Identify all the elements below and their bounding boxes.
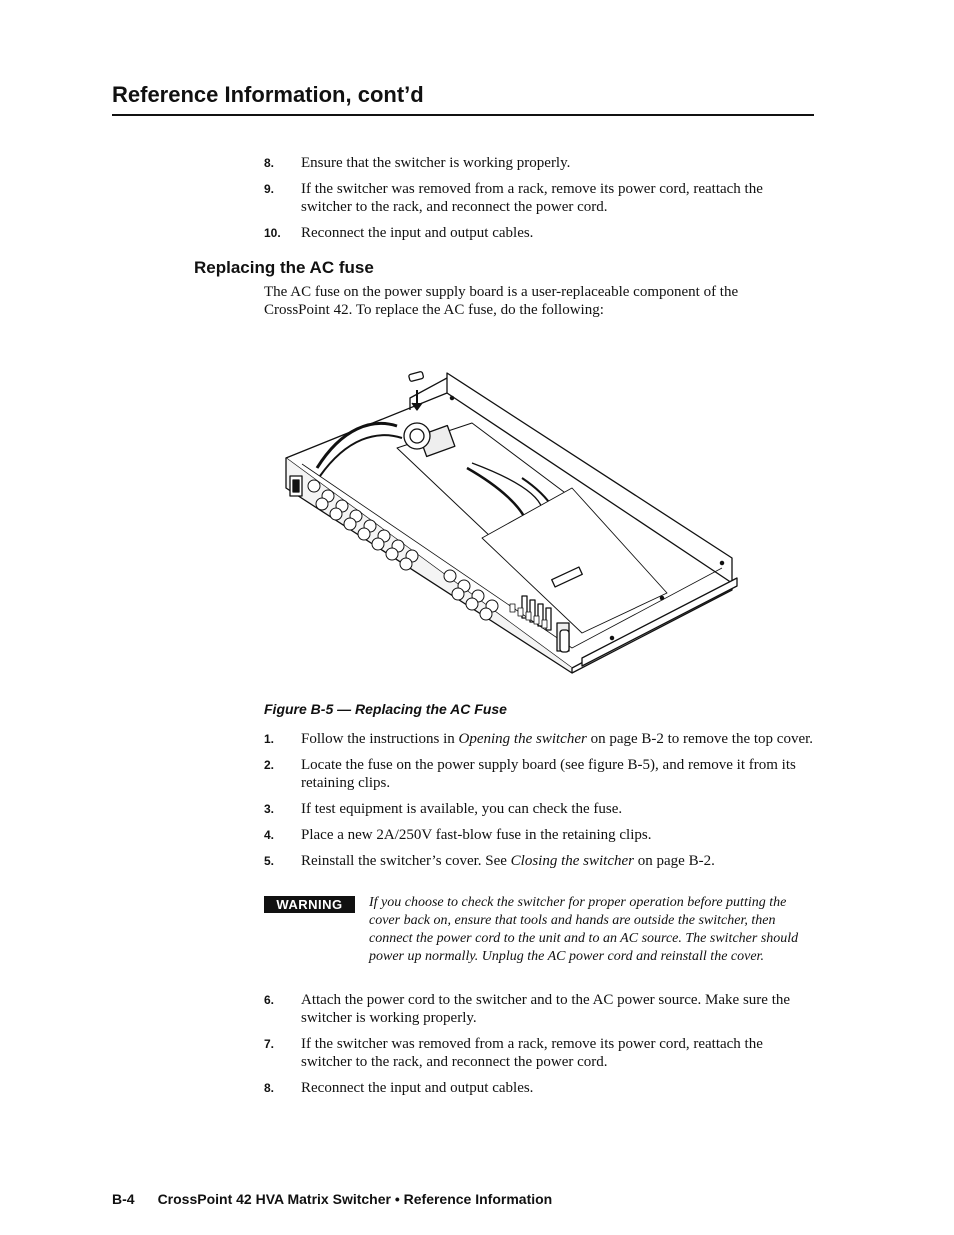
step-number: 8. [264, 156, 275, 170]
step-text: If the switcher was removed from a rack, remove its power cord, reattach the switcher to the rack, and reconnect the power cord. [301, 181, 763, 215]
top-step-list [264, 154, 814, 242]
step-5 [264, 852, 814, 870]
step-text: Place a new 2A/250V fast-blow fuse in the retaining clips. [301, 827, 652, 843]
fuse-step-list [264, 730, 814, 870]
step-number: 5. [264, 854, 275, 868]
warning-badge: WARNING [264, 896, 355, 913]
step-number: 1. [264, 732, 275, 746]
step-6 [264, 991, 814, 1027]
cross-reference: Closing the switcher [510, 853, 635, 869]
step-text: Locate the fuse on the power supply board (see figure B-5), and remove it from its retaining clips. [301, 757, 796, 791]
step-number: 4. [264, 828, 275, 842]
step-2 [264, 756, 814, 792]
step-text: Follow the instructions in Opening the switcher on page B-2 to remove the top cover. [301, 731, 814, 747]
step-number: 6. [264, 993, 275, 1007]
page-title: Reference Information, cont’d [112, 82, 424, 107]
page-footer [112, 1191, 552, 1207]
title-rule [112, 114, 814, 116]
step-text: Reinstall the switcher’s cover. See Closing the switcher on page B-2. [301, 853, 715, 869]
warning-text: If you choose to check the switcher for proper operation before putting the cover back on, ensure that tools and hands are outside the switcher, then connect the power cord to the unit and to an AC source. The switcher should power up normally. Unplug the AC power cord and reinstall the cover. [369, 895, 799, 964]
section-heading: Replacing the AC fuse [194, 258, 374, 277]
page-number: B-4 [112, 1191, 135, 1207]
step-text: Ensure that the switcher is working properly. [301, 155, 571, 171]
step-text: Attach the power cord to the switcher and to the AC power source. Make sure the switcher is working properly. [301, 992, 791, 1026]
switcher-illustration [282, 368, 752, 678]
section-intro: The AC fuse on the power supply board is a user-replaceable component of the CrossPoint 42. To replace the AC fuse, do the following: [264, 284, 739, 318]
step-9 [264, 180, 814, 216]
step-3 [264, 800, 814, 818]
step-number: 2. [264, 758, 275, 772]
cross-reference: Opening the switcher [458, 731, 587, 747]
step-number: 10. [264, 226, 281, 240]
figure-caption: Figure B-5 — Replacing the AC Fuse [264, 701, 507, 717]
step-8-final [264, 1079, 814, 1097]
step-number: 8. [264, 1081, 275, 1095]
step-8 [264, 154, 814, 172]
step-number: 3. [264, 802, 275, 816]
step-4 [264, 826, 814, 844]
step-10 [264, 224, 814, 242]
step-number: 7. [264, 1037, 275, 1051]
step-text: If the switcher was removed from a rack, remove its power cord, reattach the switcher to the rack, and reconnect the power cord. [301, 1036, 763, 1070]
step-text: If test equipment is available, you can check the fuse. [301, 801, 623, 817]
final-step-list [264, 991, 814, 1097]
footer-title: CrossPoint 42 HVA Matrix Switcher • Reference Information [157, 1191, 553, 1207]
step-7 [264, 1035, 814, 1071]
step-1 [264, 730, 814, 748]
step-number: 9. [264, 182, 275, 196]
step-text: Reconnect the input and output cables. [301, 225, 534, 241]
step-text: Reconnect the input and output cables. [301, 1080, 534, 1096]
